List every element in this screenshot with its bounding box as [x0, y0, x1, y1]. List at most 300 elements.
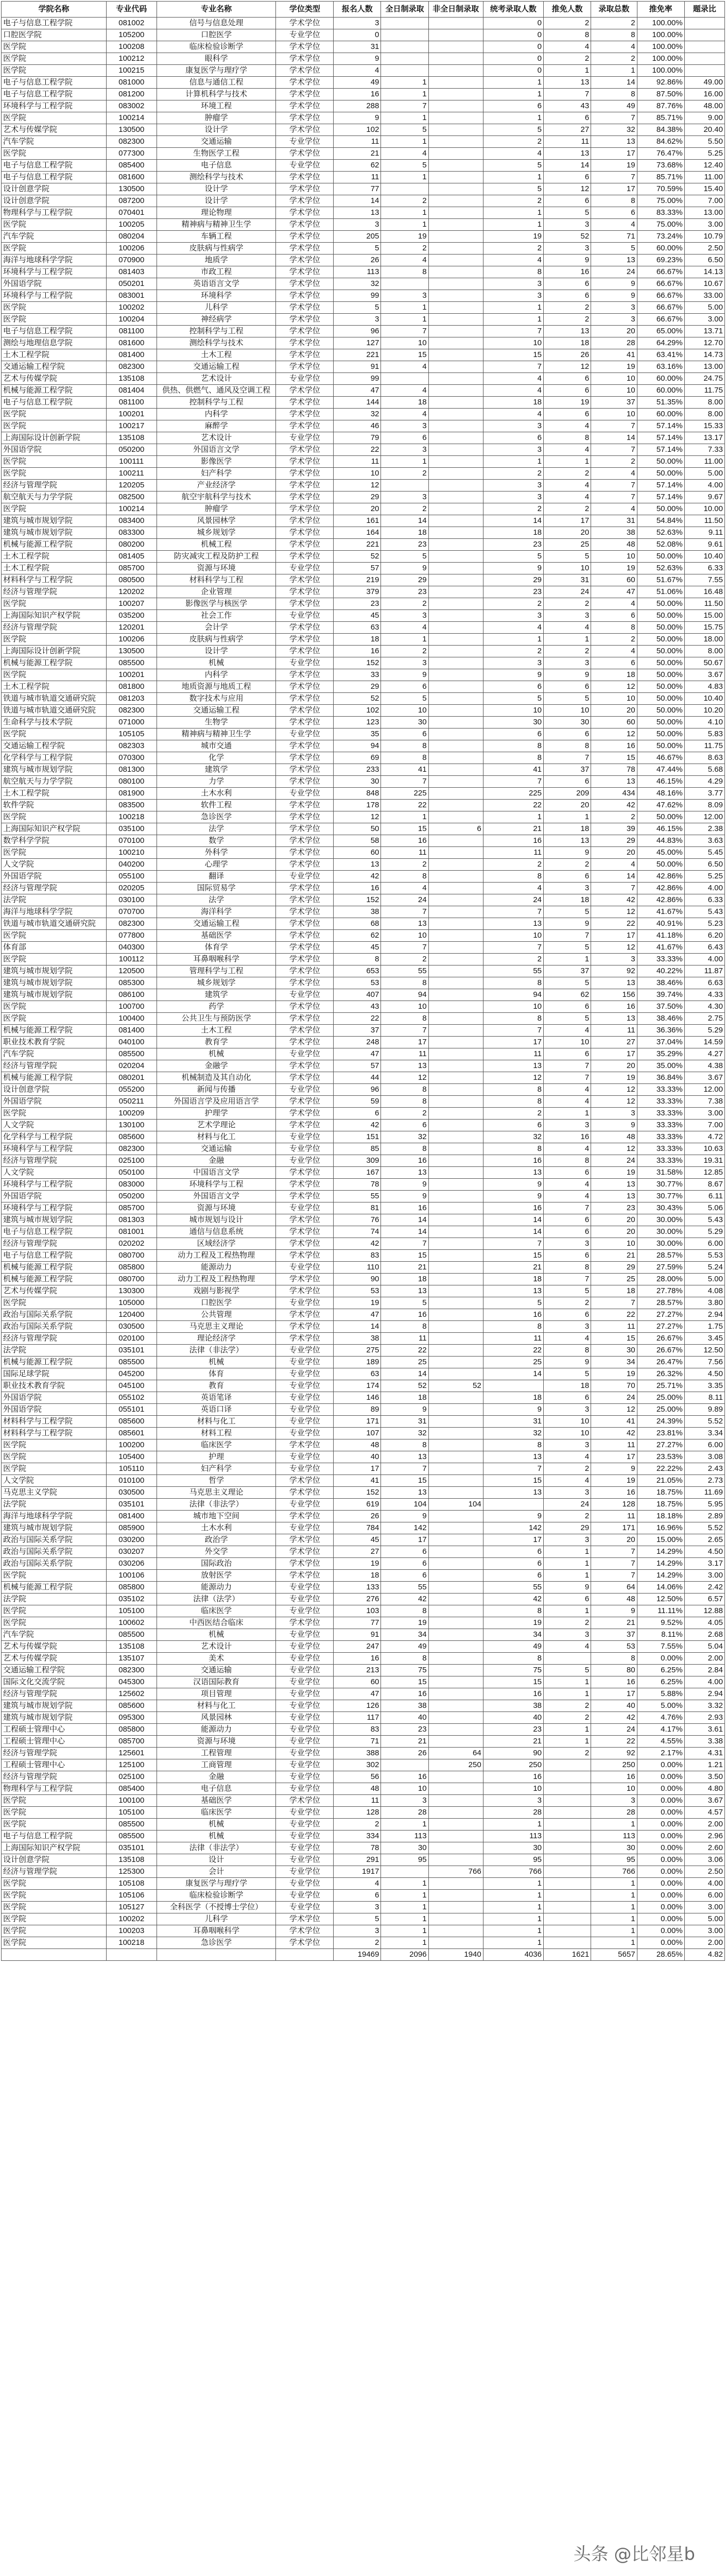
table-cell: 18 — [483, 1274, 543, 1285]
table-cell: 交通运输 — [157, 1143, 276, 1155]
table-cell: 081100 — [106, 326, 157, 337]
table-row — [2, 918, 725, 930]
table-cell: 专业学位 — [276, 1345, 334, 1357]
table-cell: 学术学位 — [276, 456, 334, 468]
table-cell: 100204 — [106, 314, 157, 326]
table-row — [2, 1842, 725, 1854]
table-cell: 233 — [334, 764, 381, 776]
table-cell: 085900 — [106, 1522, 157, 1534]
table-cell: 建筑学 — [157, 764, 276, 776]
table-cell — [428, 1048, 483, 1060]
table-cell — [428, 503, 483, 515]
table-cell: 6.00 — [684, 1238, 724, 1250]
table-cell: 6 — [428, 823, 483, 835]
table-cell — [428, 1439, 483, 1451]
table-cell: 学术学位 — [276, 77, 334, 89]
table-cell: 21.05% — [637, 1475, 684, 1487]
table-cell: 专业学位 — [276, 432, 334, 444]
table-cell: 50.00% — [637, 634, 684, 646]
table-cell: 6 — [544, 290, 591, 302]
table-cell: 085800 — [106, 1262, 157, 1274]
table-cell: 29 — [483, 574, 543, 586]
table-cell: 专业学位 — [276, 788, 334, 800]
table-cell: 经济与管理学院 — [2, 622, 107, 634]
table-cell: 软件学院 — [2, 800, 107, 811]
table-row — [2, 740, 725, 752]
table-cell: 5 — [483, 551, 543, 563]
table-row — [2, 77, 725, 89]
table-cell: 4 — [544, 1143, 591, 1155]
table-cell: 汽车学院 — [2, 1629, 107, 1641]
table-cell: 9 — [381, 669, 428, 681]
table-cell: 11 — [483, 1048, 543, 1060]
table-cell — [428, 1617, 483, 1629]
table-cell: 2 — [544, 646, 591, 657]
table-cell: 2.50 — [684, 1866, 724, 1878]
table-cell: 127 — [334, 337, 381, 349]
table-cell: 11.00 — [684, 456, 724, 468]
table-cell — [428, 1807, 483, 1819]
table-cell: 城市交通 — [157, 740, 276, 752]
table-cell: 3.06 — [684, 1854, 724, 1866]
table-cell: 医学院 — [2, 1297, 107, 1309]
table-cell: 学术学位 — [276, 480, 334, 492]
table-cell: 152 — [334, 657, 381, 669]
table-cell — [428, 1546, 483, 1558]
table-cell: 45 — [334, 942, 381, 954]
table-cell: 6.50 — [684, 859, 724, 871]
table-cell: 外国语学院 — [2, 1191, 107, 1202]
table-cell: 2 — [591, 53, 637, 65]
table-row — [2, 1487, 725, 1499]
table-cell: 学术学位 — [276, 172, 334, 183]
table-cell: 专业学位 — [276, 1048, 334, 1060]
total-cell: 4036 — [483, 1949, 543, 1961]
table-cell: 1 — [591, 1913, 637, 1925]
table-cell: 2.89 — [684, 1511, 724, 1522]
table-cell: 7 — [483, 1463, 543, 1475]
table-cell: 1 — [591, 1902, 637, 1913]
table-cell: 26 — [334, 255, 381, 266]
table-cell: 10 — [381, 1783, 428, 1795]
table-cell: 学术学位 — [276, 385, 334, 397]
table-cell: 专业学位 — [276, 1297, 334, 1309]
total-cell: 2096 — [381, 1949, 428, 1961]
table-cell: 103 — [334, 1605, 381, 1617]
table-cell: 030500 — [106, 1487, 157, 1499]
table-row — [2, 219, 725, 231]
table-cell: 土木工程学院 — [2, 563, 107, 574]
table-cell: 8 — [381, 1013, 428, 1025]
table-cell: 17 — [381, 1037, 428, 1048]
table-cell: 0 — [483, 41, 543, 53]
table-cell — [428, 788, 483, 800]
column-header: 统考录取人数 — [483, 2, 543, 18]
table-cell: 75 — [381, 1665, 428, 1676]
table-cell — [428, 835, 483, 847]
table-cell: 53 — [591, 1641, 637, 1653]
table-cell: 1 — [381, 172, 428, 183]
table-cell: 2 — [381, 1108, 428, 1120]
table-cell: 专业学位 — [276, 373, 334, 385]
table-cell: 178 — [334, 800, 381, 811]
table-cell: 航空宇航科学与技术 — [157, 492, 276, 503]
table-cell: 交通运输工程 — [157, 918, 276, 930]
table-cell: 22.22% — [637, 1463, 684, 1475]
table-cell: 123 — [334, 717, 381, 728]
table-cell: 专业学位 — [276, 1084, 334, 1096]
table-cell: 4.27 — [684, 1048, 724, 1060]
table-cell: 专业学位 — [276, 1582, 334, 1594]
table-cell: 20 — [591, 1226, 637, 1238]
table-row — [2, 563, 725, 574]
table-cell: 48.00 — [684, 100, 724, 112]
table-cell: 96 — [334, 1084, 381, 1096]
table-cell — [428, 1819, 483, 1831]
table-cell — [428, 776, 483, 788]
table-row — [2, 634, 725, 646]
table-cell: 1 — [381, 77, 428, 89]
table-row — [2, 100, 725, 112]
table-cell: 防灾减灾工程及防护工程 — [157, 551, 276, 563]
table-row — [2, 183, 725, 195]
table-cell: 5.04 — [684, 1641, 724, 1653]
table-cell: 8 — [381, 1653, 428, 1665]
table-row — [2, 456, 725, 468]
table-cell: 7 — [591, 1570, 637, 1582]
table-cell: 2 — [544, 1712, 591, 1724]
table-cell: 医学院 — [2, 598, 107, 610]
column-header: 学位类型 — [276, 2, 334, 18]
table-cell: 8 — [334, 954, 381, 965]
table-cell: 学术学位 — [276, 586, 334, 598]
table-cell: 专业学位 — [276, 1368, 334, 1380]
table-cell: 5.45 — [684, 847, 724, 859]
table-cell: 专业学位 — [276, 1143, 334, 1155]
table-cell — [428, 89, 483, 100]
table-cell: 53 — [334, 1285, 381, 1297]
table-cell: 55 — [381, 965, 428, 977]
table-cell: 16.48 — [684, 586, 724, 598]
table-cell: 专业学位 — [276, 1629, 334, 1641]
table-row — [2, 1428, 725, 1439]
table-cell: 30.00% — [637, 1238, 684, 1250]
table-cell: 法律（非法学） — [157, 1499, 276, 1511]
table-row — [2, 1131, 725, 1143]
table-cell: 公共卫生与预防医学 — [157, 1013, 276, 1025]
table-cell: 22 — [591, 918, 637, 930]
table-cell: 学术学位 — [276, 255, 334, 266]
table-cell: 8 — [483, 266, 543, 278]
table-cell: 083500 — [106, 800, 157, 811]
table-cell: 60 — [591, 717, 637, 728]
table-cell: 学术学位 — [276, 705, 334, 717]
table-cell: 9 — [544, 669, 591, 681]
table-cell: 妇产科学 — [157, 468, 276, 480]
table-cell: 金融 — [157, 1155, 276, 1167]
table-cell: 艺术与传媒学院 — [2, 373, 107, 385]
table-cell: 83 — [334, 1250, 381, 1262]
table-cell: 19 — [483, 231, 543, 243]
table-cell: 6 — [544, 728, 591, 740]
table-cell: 50.00% — [637, 598, 684, 610]
table-row — [2, 515, 725, 527]
table-cell: 16 — [381, 1309, 428, 1321]
table-cell: 66.67% — [637, 290, 684, 302]
table-cell: 19 — [591, 1167, 637, 1179]
table-row — [2, 29, 725, 41]
table-cell: 专业学位 — [276, 989, 334, 1001]
table-cell: 47 — [591, 586, 637, 598]
table-cell: 3.63 — [684, 835, 724, 847]
table-cell: 26 — [381, 1748, 428, 1759]
total-cell — [106, 1949, 157, 1961]
table-cell: 19 — [591, 1368, 637, 1380]
table-cell: 11.11% — [637, 1605, 684, 1617]
table-cell: 62 — [544, 989, 591, 1001]
table-cell: 13 — [591, 1179, 637, 1191]
table-cell: 0.00% — [637, 1937, 684, 1949]
table-cell: 8 — [591, 195, 637, 207]
table-cell: 放射医学 — [157, 1570, 276, 1582]
table-cell: 64 — [428, 1748, 483, 1759]
table-cell: 3 — [483, 657, 543, 669]
table-cell: 11 — [381, 1333, 428, 1345]
table-cell: 6 — [544, 1309, 591, 1321]
table-cell: 8 — [483, 1013, 543, 1025]
table-cell: 085600 — [106, 1700, 157, 1712]
table-cell: 7.56 — [684, 1357, 724, 1368]
table-cell: 50.00% — [637, 728, 684, 740]
table-row — [2, 373, 725, 385]
table-cell: 250 — [428, 1759, 483, 1771]
column-header: 报名人数 — [334, 2, 381, 18]
table-cell: 1 — [483, 1937, 543, 1949]
table-cell: 23 — [334, 598, 381, 610]
table-cell: 42.86% — [637, 871, 684, 883]
table-cell: 医学院 — [2, 728, 107, 740]
table-cell: 14 — [591, 432, 637, 444]
table-cell: 学术学位 — [276, 112, 334, 124]
table-cell: 60.00% — [637, 385, 684, 397]
table-row — [2, 788, 725, 800]
table-cell: 24 — [381, 894, 428, 906]
table-cell: 50.00% — [637, 811, 684, 823]
table-cell — [428, 1534, 483, 1546]
table-cell: 32 — [591, 124, 637, 136]
table-cell: 学术学位 — [276, 1285, 334, 1297]
table-cell: 9 — [544, 1582, 591, 1594]
table-cell: 1 — [544, 1558, 591, 1570]
table-cell: 0.00% — [637, 1925, 684, 1937]
table-cell: 2.65 — [684, 1534, 724, 1546]
table-cell: 146 — [334, 1392, 381, 1404]
table-cell: 5.53 — [684, 1250, 724, 1262]
table-cell: 临床医学 — [157, 1605, 276, 1617]
table-cell: 1 — [544, 1736, 591, 1748]
table-cell: 105108 — [106, 1878, 157, 1890]
table-cell: 082300 — [106, 918, 157, 930]
table-cell: 医学院 — [2, 1570, 107, 1582]
table-row — [2, 124, 725, 136]
table-cell: 020205 — [106, 883, 157, 894]
table-cell: 3.00 — [684, 1570, 724, 1582]
table-cell: 学术学位 — [276, 444, 334, 456]
table-cell: 288 — [334, 100, 381, 112]
table-cell: 学术学位 — [276, 337, 334, 349]
table-cell: 11 — [483, 847, 543, 859]
table-cell: 7.00 — [684, 1120, 724, 1131]
table-cell: 3 — [544, 610, 591, 622]
table-cell: 020202 — [106, 1238, 157, 1250]
table-cell: 60.00% — [637, 373, 684, 385]
table-cell: 55 — [381, 1582, 428, 1594]
table-cell: 8 — [483, 1605, 543, 1617]
table-cell: 32 — [483, 1428, 543, 1439]
table-cell: 23 — [381, 539, 428, 551]
table-row — [2, 1605, 725, 1617]
table-cell: 086100 — [106, 989, 157, 1001]
table-cell: 3.34 — [684, 1428, 724, 1439]
table-cell: 18 — [483, 527, 543, 539]
table-cell — [428, 409, 483, 420]
table-cell: 学术学位 — [276, 1333, 334, 1345]
table-cell: 2 — [544, 314, 591, 326]
table-cell: 085800 — [106, 1582, 157, 1594]
table-cell: 73.24% — [637, 231, 684, 243]
table-cell: 13 — [381, 1285, 428, 1297]
table-cell: 法学院 — [2, 1594, 107, 1605]
table-cell: 48 — [334, 1783, 381, 1795]
table-cell: 麻醉学 — [157, 420, 276, 432]
table-cell: 105400 — [106, 1451, 157, 1463]
table-cell: 8 — [544, 29, 591, 41]
table-cell: 5.88% — [637, 1688, 684, 1700]
table-row — [2, 1819, 725, 1831]
table-cell: 管理科学与工程 — [157, 965, 276, 977]
table-cell: 上海国际设计创新学院 — [2, 432, 107, 444]
table-cell: 1 — [381, 1902, 428, 1913]
table-cell: 85 — [334, 1143, 381, 1155]
table-cell: 104 — [428, 1499, 483, 1511]
table-cell: 12 — [591, 681, 637, 693]
table-cell: 5.83 — [684, 728, 724, 740]
table-cell: 13 — [591, 255, 637, 266]
table-cell: 020204 — [106, 1060, 157, 1072]
table-cell: 14.29% — [637, 1570, 684, 1582]
column-header: 推免人数 — [544, 2, 591, 18]
table-cell: 95 — [381, 1854, 428, 1866]
table-cell: 建筑与城市规划学院 — [2, 515, 107, 527]
table-cell — [428, 385, 483, 397]
table-cell: 1 — [544, 1570, 591, 1582]
table-cell: 16 — [334, 646, 381, 657]
table-cell — [428, 29, 483, 41]
table-cell — [428, 172, 483, 183]
table-cell: 081900 — [106, 788, 157, 800]
table-cell: 34 — [483, 1629, 543, 1641]
table-cell: 电子与信息工程学院 — [2, 89, 107, 100]
table-cell: 学术学位 — [276, 1096, 334, 1108]
table-cell — [428, 290, 483, 302]
table-row — [2, 1001, 725, 1013]
table-cell: 100106 — [106, 1570, 157, 1582]
table-row — [2, 1712, 725, 1724]
table-cell: 皮肤病与性病学 — [157, 634, 276, 646]
table-cell: 082300 — [106, 1143, 157, 1155]
table-cell: 8.11 — [684, 1392, 724, 1404]
table-row — [2, 1511, 725, 1522]
table-cell: 71 — [334, 1736, 381, 1748]
table-cell — [428, 1084, 483, 1096]
column-header: 非全日制录取 — [428, 2, 483, 18]
table-cell: 9 — [483, 1191, 543, 1202]
table-cell — [544, 1831, 591, 1842]
table-cell: 20 — [591, 1060, 637, 1072]
table-cell: 学术学位 — [276, 243, 334, 255]
table-cell: 医学院 — [2, 954, 107, 965]
table-cell — [428, 965, 483, 977]
table-cell: 57 — [334, 563, 381, 574]
table-row — [2, 1013, 725, 1025]
table-cell: 152 — [334, 894, 381, 906]
table-cell: 专业学位 — [276, 160, 334, 172]
table-cell: 2 — [544, 1617, 591, 1629]
table-cell: 128 — [591, 1499, 637, 1511]
table-cell: 619 — [334, 1499, 381, 1511]
table-cell: 6.00 — [684, 1890, 724, 1902]
table-cell: 081303 — [106, 1214, 157, 1226]
table-cell: 6 — [483, 1120, 543, 1131]
table-cell: 28 — [591, 337, 637, 349]
table-cell: 1 — [381, 314, 428, 326]
table-cell — [428, 574, 483, 586]
table-cell: 7 — [591, 172, 637, 183]
table-cell — [428, 1167, 483, 1179]
table-cell: 3 — [483, 610, 543, 622]
table-cell — [428, 539, 483, 551]
table-cell: 3.35 — [684, 1380, 724, 1392]
table-cell — [428, 1831, 483, 1842]
table-cell: 17 — [381, 1534, 428, 1546]
table-row — [2, 646, 725, 657]
table-cell: 设计学 — [157, 183, 276, 195]
table-cell: 4 — [591, 503, 637, 515]
table-cell: 94 — [334, 740, 381, 752]
table-cell: 100218 — [106, 1937, 157, 1949]
table-cell: 1 — [591, 1925, 637, 1937]
table-cell: 23 — [591, 1202, 637, 1214]
table-row — [2, 409, 725, 420]
table-cell: 学术学位 — [276, 527, 334, 539]
table-cell: 33.33% — [637, 1084, 684, 1096]
table-cell: 7.55 — [684, 574, 724, 586]
table-cell: 18.00 — [684, 634, 724, 646]
table-cell: 49 — [483, 1641, 543, 1653]
table-cell: 4 — [544, 420, 591, 432]
table-cell: 学术学位 — [276, 646, 334, 657]
table-cell: 45 — [334, 1534, 381, 1546]
table-cell: 设计学 — [157, 195, 276, 207]
table-row — [2, 1795, 725, 1807]
table-cell: 3.17 — [684, 1558, 724, 1570]
table-cell: 学术学位 — [276, 1226, 334, 1238]
table-row — [2, 1262, 725, 1274]
table-cell — [428, 859, 483, 871]
table-cell: 3 — [544, 1238, 591, 1250]
table-cell: 76.47% — [637, 148, 684, 160]
table-cell: 130500 — [106, 646, 157, 657]
